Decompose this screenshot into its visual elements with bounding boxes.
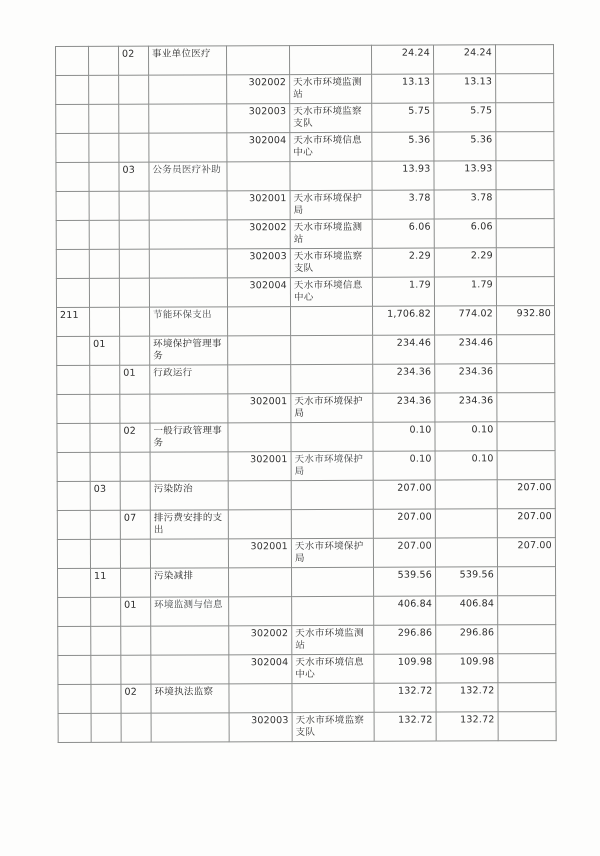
cell-xiang-code xyxy=(121,626,151,655)
cell-unit-code xyxy=(229,568,292,597)
cell-kuan-code xyxy=(89,75,119,104)
cell-amount-3 xyxy=(498,567,556,596)
cell-item-name: 环境执法监察 xyxy=(151,684,229,713)
cell-unit-code: 302002 xyxy=(227,75,290,104)
cell-amount-2: 5.36 xyxy=(434,132,496,161)
cell-kuan-code xyxy=(89,104,119,133)
cell-xiang-code xyxy=(119,249,149,278)
cell-kuan-code: 11 xyxy=(91,568,121,597)
cell-xiang-code: 01 xyxy=(121,597,151,626)
cell-unit-name xyxy=(291,509,373,538)
table-row xyxy=(58,596,556,627)
cell-amount-3 xyxy=(496,277,554,306)
cell-unit-name xyxy=(290,45,372,74)
cell-kuan-code xyxy=(89,46,119,75)
cell-amount-3: 207.00 xyxy=(497,509,555,538)
cell-xiang-code: 07 xyxy=(120,510,150,539)
table-row xyxy=(57,451,555,482)
cell-amount-3 xyxy=(498,596,556,625)
cell-xiang-code xyxy=(119,75,149,104)
cell-class-code xyxy=(56,220,89,249)
cell-xiang-code: 02 xyxy=(121,684,151,713)
cell-item-name: 行政运行 xyxy=(150,365,228,394)
scanned-table-region xyxy=(55,44,556,743)
cell-xiang-code xyxy=(120,539,150,568)
cell-amount-2: 132.72 xyxy=(436,683,498,712)
cell-unit-code: 302002 xyxy=(229,626,292,655)
cell-item-name xyxy=(149,249,227,278)
cell-unit-code xyxy=(228,336,291,365)
cell-unit-code xyxy=(228,365,291,394)
cell-item-name xyxy=(151,626,229,655)
cell-unit-code: 302001 xyxy=(228,452,291,481)
cell-kuan-code xyxy=(90,365,120,394)
cell-amount-2: 0.10 xyxy=(435,422,497,451)
cell-item-name xyxy=(151,655,229,684)
cell-amount-2: 6.06 xyxy=(434,219,496,248)
cell-unit-code: 302004 xyxy=(227,278,290,307)
cell-item-name xyxy=(151,713,229,742)
cell-amount-3 xyxy=(496,161,554,190)
cell-amount-3: 932.80 xyxy=(497,306,555,335)
table-row xyxy=(56,161,554,192)
cell-amount-3 xyxy=(497,422,555,451)
cell-total: 406.84 xyxy=(374,596,436,625)
cell-unit-name: 天水市环境监测站 xyxy=(292,625,374,654)
cell-unit-code xyxy=(228,423,291,452)
cell-amount-3: 207.00 xyxy=(497,480,555,509)
cell-amount-2: 24.24 xyxy=(433,45,495,74)
cell-amount-2: 13.13 xyxy=(434,74,496,103)
cell-amount-3 xyxy=(496,248,554,277)
cell-class-code xyxy=(56,104,89,133)
cell-item-name: 污染减排 xyxy=(151,568,229,597)
cell-kuan-code xyxy=(91,655,121,684)
cell-amount-3 xyxy=(498,683,556,712)
cell-amount-3 xyxy=(495,45,553,74)
cell-amount-3: 207.00 xyxy=(497,538,555,567)
cell-unit-name: 天水市环境信息中心 xyxy=(292,654,374,683)
table-row xyxy=(57,480,555,511)
cell-item-name: 节能环保支出 xyxy=(150,307,228,336)
budget-table xyxy=(55,44,557,743)
cell-class-code xyxy=(57,510,90,539)
cell-amount-2: 3.78 xyxy=(434,190,496,219)
cell-xiang-code xyxy=(119,278,149,307)
cell-total: 1.79 xyxy=(372,277,434,306)
cell-item-name xyxy=(149,278,227,307)
cell-unit-code: 302004 xyxy=(229,655,292,684)
cell-total: 207.00 xyxy=(373,509,435,538)
cell-class-code xyxy=(58,713,91,742)
cell-amount-2: 539.56 xyxy=(436,567,498,596)
cell-kuan-code xyxy=(89,249,119,278)
cell-unit-code xyxy=(227,46,290,75)
cell-amount-2: 109.98 xyxy=(436,654,498,683)
cell-kuan-code xyxy=(90,307,120,336)
cell-total: 207.00 xyxy=(373,480,435,509)
cell-class-code xyxy=(57,423,90,452)
cell-class-code xyxy=(56,278,89,307)
cell-class-code xyxy=(58,684,91,713)
cell-amount-2: 234.36 xyxy=(435,393,497,422)
cell-xiang-code xyxy=(119,191,149,220)
table-row xyxy=(56,219,554,250)
cell-unit-code xyxy=(228,481,291,510)
cell-unit-name xyxy=(291,335,373,364)
cell-xiang-code xyxy=(120,336,150,365)
cell-class-code xyxy=(58,597,91,626)
cell-unit-name xyxy=(292,683,374,712)
cell-xiang-code xyxy=(119,104,149,133)
cell-unit-code xyxy=(227,162,290,191)
cell-total: 6.06 xyxy=(372,219,434,248)
cell-kuan-code xyxy=(89,191,119,220)
cell-total: 109.98 xyxy=(374,654,436,683)
cell-amount-3 xyxy=(498,654,556,683)
cell-kuan-code xyxy=(89,278,119,307)
cell-total: 234.46 xyxy=(373,335,435,364)
cell-xiang-code: 03 xyxy=(119,162,149,191)
cell-unit-code: 302003 xyxy=(227,104,290,133)
cell-xiang-code xyxy=(120,452,150,481)
cell-xiang-code xyxy=(121,655,151,684)
cell-unit-code: 302001 xyxy=(227,191,290,220)
cell-unit-code: 302003 xyxy=(227,249,290,278)
cell-item-name: 排污费安排的支出 xyxy=(150,510,228,539)
cell-unit-code: 302004 xyxy=(227,133,290,162)
cell-amount-3 xyxy=(498,712,556,741)
cell-total: 0.10 xyxy=(373,422,435,451)
cell-amount-3 xyxy=(497,451,555,480)
cell-item-name xyxy=(149,75,227,104)
cell-unit-name: 天水市环境信息中心 xyxy=(290,132,372,161)
cell-item-name: 环境监测与信息 xyxy=(151,597,229,626)
cell-class-code xyxy=(58,626,91,655)
cell-kuan-code xyxy=(90,452,120,481)
cell-amount-3 xyxy=(496,132,554,161)
cell-xiang-code xyxy=(119,220,149,249)
cell-class-code xyxy=(57,452,90,481)
cell-unit-name: 天水市环境保护局 xyxy=(291,393,373,422)
table-row xyxy=(58,654,556,685)
table-row xyxy=(56,277,554,308)
cell-unit-name xyxy=(291,422,373,451)
table-row xyxy=(58,712,556,743)
cell-unit-name xyxy=(292,596,374,625)
cell-amount-3 xyxy=(497,364,555,393)
cell-unit-name: 天水市环境监测站 xyxy=(290,219,372,248)
cell-total: 0.10 xyxy=(373,451,435,480)
cell-kuan-code xyxy=(89,220,119,249)
cell-unit-code: 302003 xyxy=(229,713,292,742)
cell-unit-name: 天水市环境监测站 xyxy=(290,74,372,103)
cell-kuan-code xyxy=(90,510,120,539)
cell-amount-3 xyxy=(496,190,554,219)
cell-class-code xyxy=(57,336,90,365)
cell-unit-name xyxy=(292,567,374,596)
cell-unit-code xyxy=(228,307,291,336)
cell-xiang-code xyxy=(120,307,150,336)
cell-unit-name xyxy=(291,306,373,335)
cell-class-code xyxy=(58,655,91,684)
table-row xyxy=(58,567,556,598)
table-row xyxy=(58,625,556,656)
cell-item-name xyxy=(149,104,227,133)
cell-kuan-code xyxy=(91,626,121,655)
cell-total: 539.56 xyxy=(374,567,436,596)
cell-amount-2: 1.79 xyxy=(434,277,496,306)
cell-unit-code: 302001 xyxy=(228,539,291,568)
cell-kuan-code xyxy=(91,684,121,713)
cell-kuan-code xyxy=(89,162,119,191)
cell-class-code: 211 xyxy=(57,307,90,336)
cell-amount-2: 774.02 xyxy=(435,306,497,335)
cell-class-code xyxy=(57,394,90,423)
cell-item-name xyxy=(150,394,228,423)
cell-total: 13.93 xyxy=(372,161,434,190)
cell-amount-2: 132.72 xyxy=(436,712,498,741)
cell-kuan-code: 03 xyxy=(90,481,120,510)
cell-class-code xyxy=(58,568,91,597)
table-row xyxy=(57,422,555,453)
cell-kuan-code: 01 xyxy=(90,336,120,365)
cell-xiang-code xyxy=(121,713,151,742)
cell-xiang-code xyxy=(119,133,149,162)
cell-xiang-code: 02 xyxy=(120,423,150,452)
table-row xyxy=(56,45,554,76)
cell-total: 5.75 xyxy=(372,103,434,132)
cell-class-code xyxy=(56,46,89,75)
cell-kuan-code xyxy=(90,423,120,452)
cell-unit-code: 302002 xyxy=(227,220,290,249)
cell-unit-code: 302001 xyxy=(228,394,291,423)
cell-total: 13.13 xyxy=(372,74,434,103)
cell-unit-code xyxy=(229,684,292,713)
cell-class-code xyxy=(56,191,89,220)
cell-amount-2: 296.86 xyxy=(436,625,498,654)
cell-kuan-code xyxy=(91,713,121,742)
cell-unit-name: 天水市环境监察支队 xyxy=(290,248,372,277)
cell-amount-2: 13.93 xyxy=(434,161,496,190)
table-row xyxy=(56,74,554,105)
cell-amount-2: 406.84 xyxy=(436,596,498,625)
cell-kuan-code xyxy=(91,597,121,626)
cell-item-name: 环境保护管理事务 xyxy=(150,336,228,365)
cell-amount-3 xyxy=(497,393,555,422)
cell-amount-3 xyxy=(496,219,554,248)
table-row xyxy=(57,364,555,395)
cell-total: 24.24 xyxy=(371,45,433,74)
cell-xiang-code xyxy=(121,568,151,597)
table-row xyxy=(57,393,555,424)
cell-class-code xyxy=(56,133,89,162)
cell-xiang-code: 02 xyxy=(119,46,149,75)
budget-table-body xyxy=(56,45,557,743)
table-row xyxy=(56,103,554,134)
cell-total: 1,706.82 xyxy=(373,306,435,335)
table-row xyxy=(56,248,554,279)
table-row xyxy=(56,132,554,163)
cell-amount-2: 5.75 xyxy=(434,103,496,132)
cell-class-code xyxy=(57,481,90,510)
cell-class-code xyxy=(57,365,90,394)
cell-item-name: 一般行政管理事务 xyxy=(150,423,228,452)
cell-class-code xyxy=(56,75,89,104)
table-row xyxy=(57,538,555,569)
cell-amount-3 xyxy=(497,335,555,364)
cell-amount-2: 0.10 xyxy=(435,451,497,480)
cell-unit-name: 天水市环境监察支队 xyxy=(292,712,374,741)
cell-kuan-code xyxy=(90,394,120,423)
table-row xyxy=(56,190,554,221)
cell-item-name xyxy=(149,220,227,249)
cell-class-code xyxy=(57,539,90,568)
cell-item-name xyxy=(150,539,228,568)
table-row xyxy=(57,509,555,540)
cell-total: 132.72 xyxy=(374,683,436,712)
cell-total: 2.29 xyxy=(372,248,434,277)
cell-unit-name xyxy=(291,480,373,509)
cell-kuan-code xyxy=(90,539,120,568)
cell-item-name xyxy=(149,191,227,220)
table-row xyxy=(58,683,556,714)
cell-xiang-code xyxy=(120,394,150,423)
cell-unit-name: 天水市环境保护局 xyxy=(290,190,372,219)
cell-unit-name: 天水市环境保护局 xyxy=(291,538,373,567)
cell-amount-3 xyxy=(498,625,556,654)
table-row xyxy=(57,335,555,366)
cell-item-name: 污染防治 xyxy=(150,481,228,510)
cell-total: 3.78 xyxy=(372,190,434,219)
cell-amount-2: 2.29 xyxy=(434,248,496,277)
cell-item-name xyxy=(150,452,228,481)
cell-item-name xyxy=(149,133,227,162)
cell-item-name: 事业单位医疗 xyxy=(149,46,227,75)
cell-total: 5.36 xyxy=(372,132,434,161)
cell-total: 132.72 xyxy=(374,712,436,741)
cell-unit-code xyxy=(228,510,291,539)
cell-total: 296.86 xyxy=(374,625,436,654)
cell-amount-2 xyxy=(435,509,497,538)
cell-unit-name: 天水市环境信息中心 xyxy=(290,277,372,306)
cell-unit-name: 天水市环境监察支队 xyxy=(290,103,372,132)
cell-amount-3 xyxy=(496,103,554,132)
table-row xyxy=(57,306,555,337)
cell-item-name: 公务员医疗补助 xyxy=(149,162,227,191)
cell-amount-2 xyxy=(435,480,497,509)
cell-class-code xyxy=(56,162,89,191)
cell-unit-code xyxy=(229,597,292,626)
cell-amount-3 xyxy=(496,74,554,103)
cell-class-code xyxy=(56,249,89,278)
cell-xiang-code: 01 xyxy=(120,365,150,394)
cell-unit-name: 天水市环境保护局 xyxy=(291,451,373,480)
cell-xiang-code xyxy=(120,481,150,510)
cell-kuan-code xyxy=(89,133,119,162)
cell-amount-2: 234.46 xyxy=(435,335,497,364)
cell-total: 234.36 xyxy=(373,393,435,422)
cell-total: 234.36 xyxy=(373,364,435,393)
cell-amount-2: 234.36 xyxy=(435,364,497,393)
cell-unit-name xyxy=(290,161,372,190)
cell-amount-2 xyxy=(435,538,497,567)
cell-unit-name xyxy=(291,364,373,393)
cell-total: 207.00 xyxy=(373,538,435,567)
